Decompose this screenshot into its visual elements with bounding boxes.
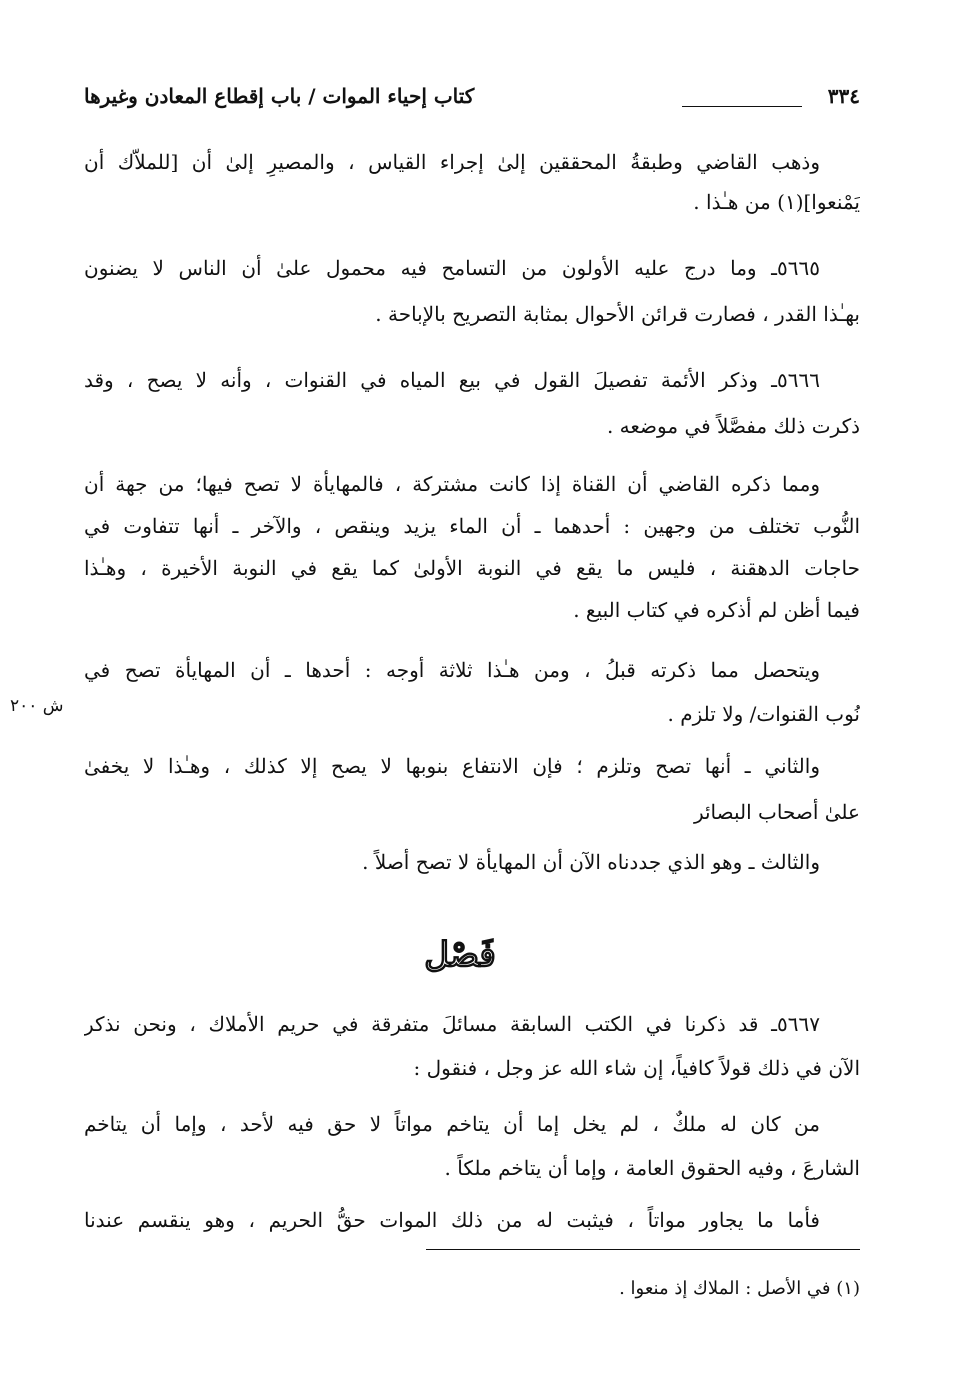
text-line: حاجات الدهقنة ، فليس ما يقع في النوبة الأولىٰ كما يقع في النوبة الأخيرة ، وهـٰذا	[84, 556, 860, 580]
page-number: ٣٣٤	[827, 84, 860, 108]
text-line: ويتحصل مما ذكرته قبلُ ، ومن هـٰذا ثلاثة أوجه : أحدها ـ أن المهايأة تصح في	[84, 658, 820, 682]
header-rule	[682, 106, 802, 107]
text-line: الشارعَ ، وفيه الحقوق العامة ، وإما أن يتاخم ملكاً .	[444, 1156, 860, 1180]
text-line: يَمْنعوا](١) من هـٰذا .	[693, 190, 860, 214]
chapter-title: كتاب إحياء الموات / باب إقطاع المعادن وغيرها	[84, 84, 475, 108]
text-line: والثالث ـ وهو الذي جددناه الآن أن المهايأة لا تصح أصلاً .	[362, 850, 820, 874]
footnote: (١) في الأصل : الملاك إذ منعوا .	[619, 1278, 860, 1299]
text-line: من كان له ملكٌ ، لم يخل إما أن يتاخم مواتاً لا حق فيه لأحد ، وإما أن يتاخم	[84, 1112, 820, 1136]
section-heading: فَصْل	[424, 935, 496, 975]
text-line: نُوب القنوات/ ولا تلزم .	[667, 702, 860, 726]
section-heading-calligraphy	[400, 922, 520, 988]
text-line: ذكرت ذلك مفصَّلاً في موضعه .	[606, 414, 860, 438]
text-line: فيما أظن لم أذكره في كتاب البيع .	[573, 598, 860, 622]
footnote-separator	[426, 1249, 860, 1250]
text-line: علىٰ أصحاب البصائر	[693, 800, 860, 824]
margin-folio-note: ش ٢٠٠	[10, 696, 64, 716]
text-line: ٥٦٦٦ـ وذكر الأئمة تفصيلَ القول في بيع المياه في القنوات ، وأنه لا يصح ، وقد	[84, 368, 820, 392]
text-line: الآن في ذلك قولاً كافياً، إن شاء الله عز وجل ، فنقول :	[413, 1056, 860, 1080]
text-line: فأما ما يجاور مواتاً ، فيثبت له من ذلك الموات حقُّ الحريم ، وهو ينقسم عندنا	[84, 1208, 820, 1232]
text-line: ومما ذكره القاضي أن القناة إذا كانت مشتركة ، فالمهايأة لا تصح فيها؛ من جهة أن	[84, 472, 820, 496]
text-line: والثاني ـ أنها تصح وتلزم ؛ فإن الانتفاع بنوبها لا يصح إلا كذلك ، وهـٰذا لا يخفىٰ	[84, 754, 820, 778]
running-header	[84, 84, 860, 114]
text-line: ٥٦٦٧ـ قد ذكرنا في الكتب السابقة مسائلَ متفرقة في حريم الأملاك ، ونحن نذكر	[84, 1012, 821, 1036]
text-line: النُّوب تختلف من وجهين : أحدهما ـ أن الماء يزيد وينقص ، والآخر ـ أنها تتفاوت في	[84, 514, 860, 538]
text-line: وذهب القاضي وطبقةُ المحققين إلىٰ إجراء القياس ، والمصيرِ إلىٰ أن [للملاّك أن	[84, 150, 820, 174]
text-line: بهـٰذا القدر ، فصارت قرائن الأحوال بمثابة التصريح بالإباحة .	[375, 302, 860, 326]
text-line: ٥٦٦٥ـ وما درج عليه الأولون من التسامح فيه محمول علىٰ أن الناس لا يضنون	[84, 256, 820, 280]
